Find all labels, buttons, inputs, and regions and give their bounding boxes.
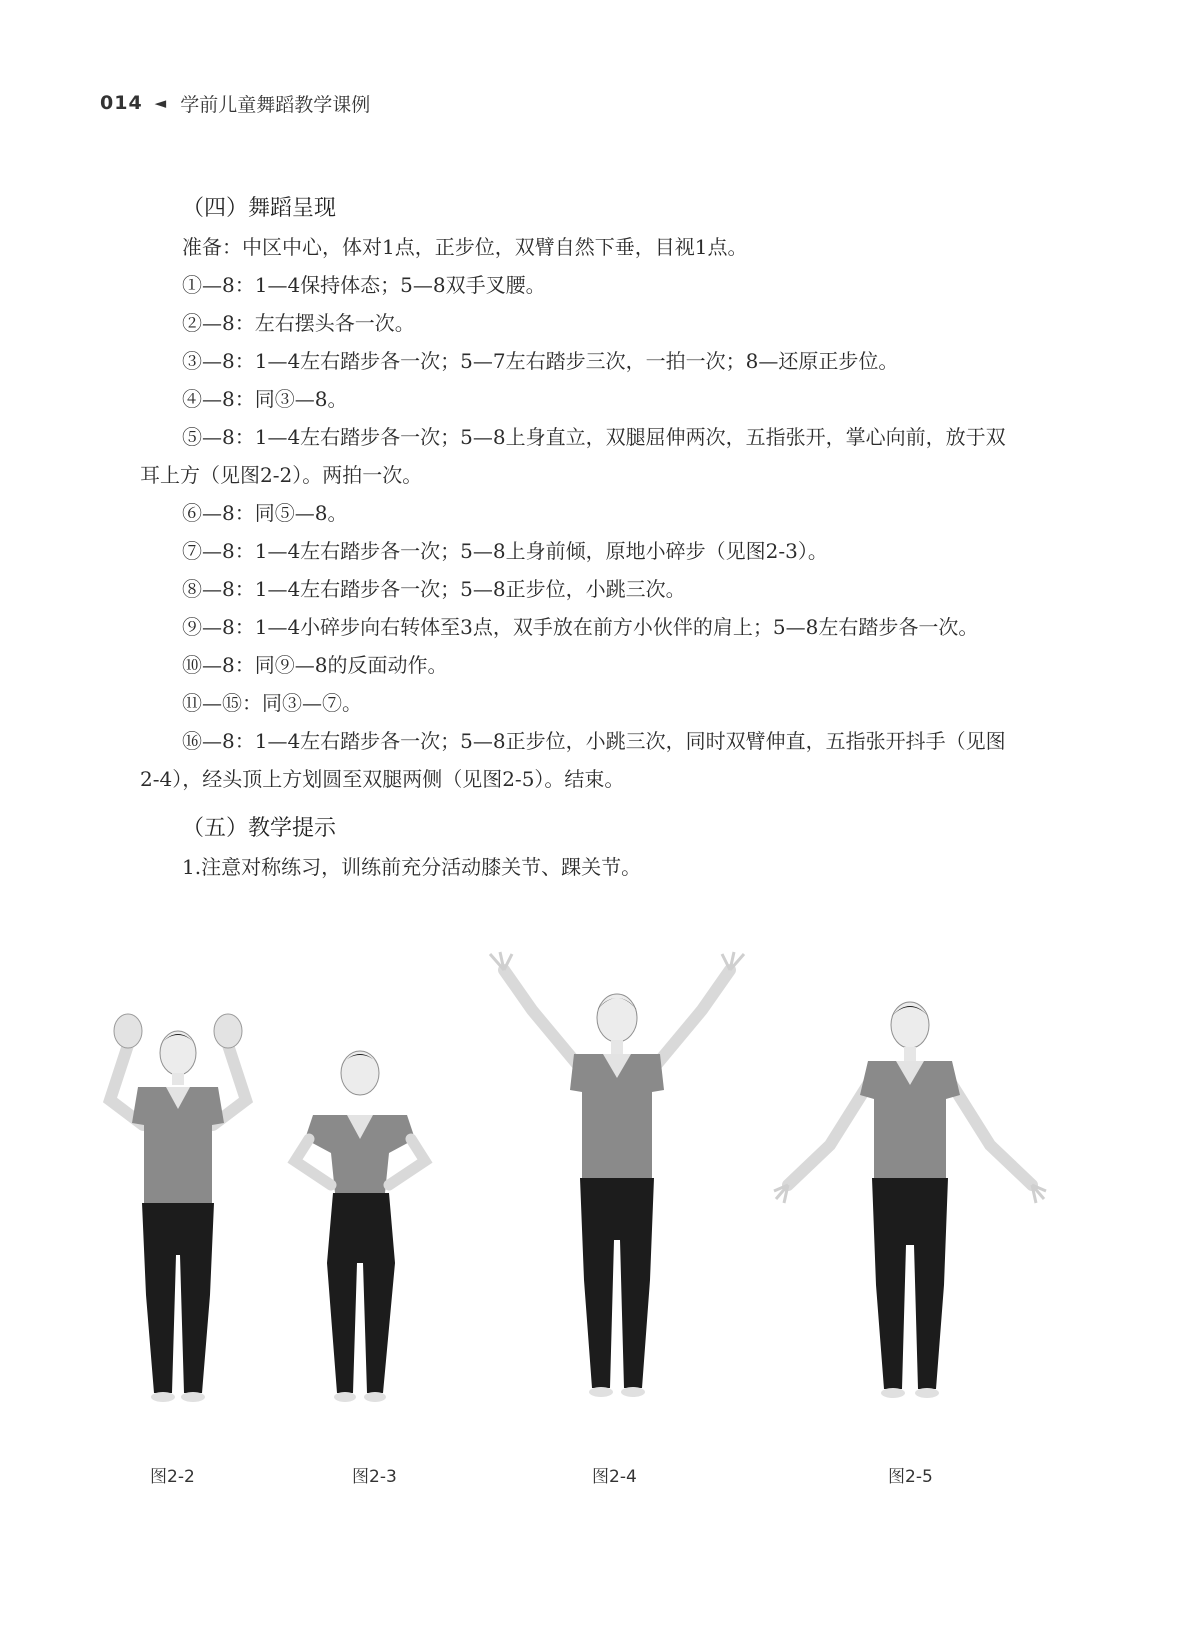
paragraph: 准备：中区中心，体对1点，正步位，双臂自然下垂，目视1点。 (182, 235, 748, 259)
body-text (140, 190, 1018, 886)
page-header (100, 88, 370, 118)
book-title: 学前儿童舞蹈教学课例 (180, 93, 371, 116)
dancer-hands-by-ears-image (88, 1005, 268, 1405)
paragraph: ⑥—8：同⑤—8。 (182, 501, 348, 525)
figure-caption: 图2-4 (592, 1467, 637, 1487)
paragraph: ⑯—8：1—4左右踏步各一次；5—8正步位，小跳三次，同时双臂伸直，五指张开抖手（见图2-4），经头顶上方划圆至双腿两侧（见图2-5）。结束。 (140, 729, 1006, 791)
paragraph: ⑧—8：1—4左右踏步各一次；5—8正步位，小跳三次。 (182, 577, 686, 601)
figure-2-2-photo (88, 1005, 268, 1405)
paragraph: ②—8：左右摆头各一次。 (182, 311, 415, 335)
paragraph: ⑨—8：1—4小碎步向右转体至3点，双手放在前方小伙伴的肩上；5—8左右踏步各一次。 (182, 615, 979, 639)
paragraph: ④—8：同③—8。 (182, 387, 348, 411)
section-heading-dance-presentation: （四）舞蹈呈现 (182, 196, 337, 221)
figure-2-3-photo (285, 1043, 435, 1403)
left-arrow-icon: ◄ (154, 94, 167, 112)
paragraph: ⑤—8：1—4左右踏步各一次；5—8上身直立，双腿屈伸两次，五指张开，掌心向前，放于双耳上方（见图2-2）。两拍一次。 (140, 425, 1006, 487)
paragraph: ⑩—8：同⑨—8的反面动作。 (182, 653, 448, 677)
figure-2-5-photo (770, 995, 1050, 1405)
page-number: 014 (100, 92, 143, 114)
section-heading-teaching-tips: （五）教学提示 (182, 816, 337, 841)
paragraph: ⑪—⑮：同③—⑦。 (182, 691, 362, 715)
paragraph: ①—8：1—4保持体态；5—8双手叉腰。 (182, 273, 546, 297)
paragraph: 1.注意对称练习，训练前充分活动膝关节、踝关节。 (182, 855, 642, 879)
dancer-arms-raised-image (482, 950, 752, 1405)
paragraph: ③—8：1—4左右踏步各一次；5—7左右踏步三次，一拍一次；8—还原正步位。 (182, 349, 899, 373)
figure-row (0, 965, 1179, 1485)
figure-caption: 图2-5 (888, 1467, 933, 1487)
dancer-leaning-forward-image (285, 1043, 435, 1403)
figure-caption: 图2-3 (352, 1467, 397, 1487)
figure-2-4-photo (482, 950, 752, 1405)
figure-caption: 图2-2 (150, 1467, 195, 1487)
paragraph: ⑦—8：1—4左右踏步各一次；5—8上身前倾，原地小碎步（见图2-3）。 (182, 539, 828, 563)
dancer-arms-lowered-image (770, 995, 1050, 1405)
